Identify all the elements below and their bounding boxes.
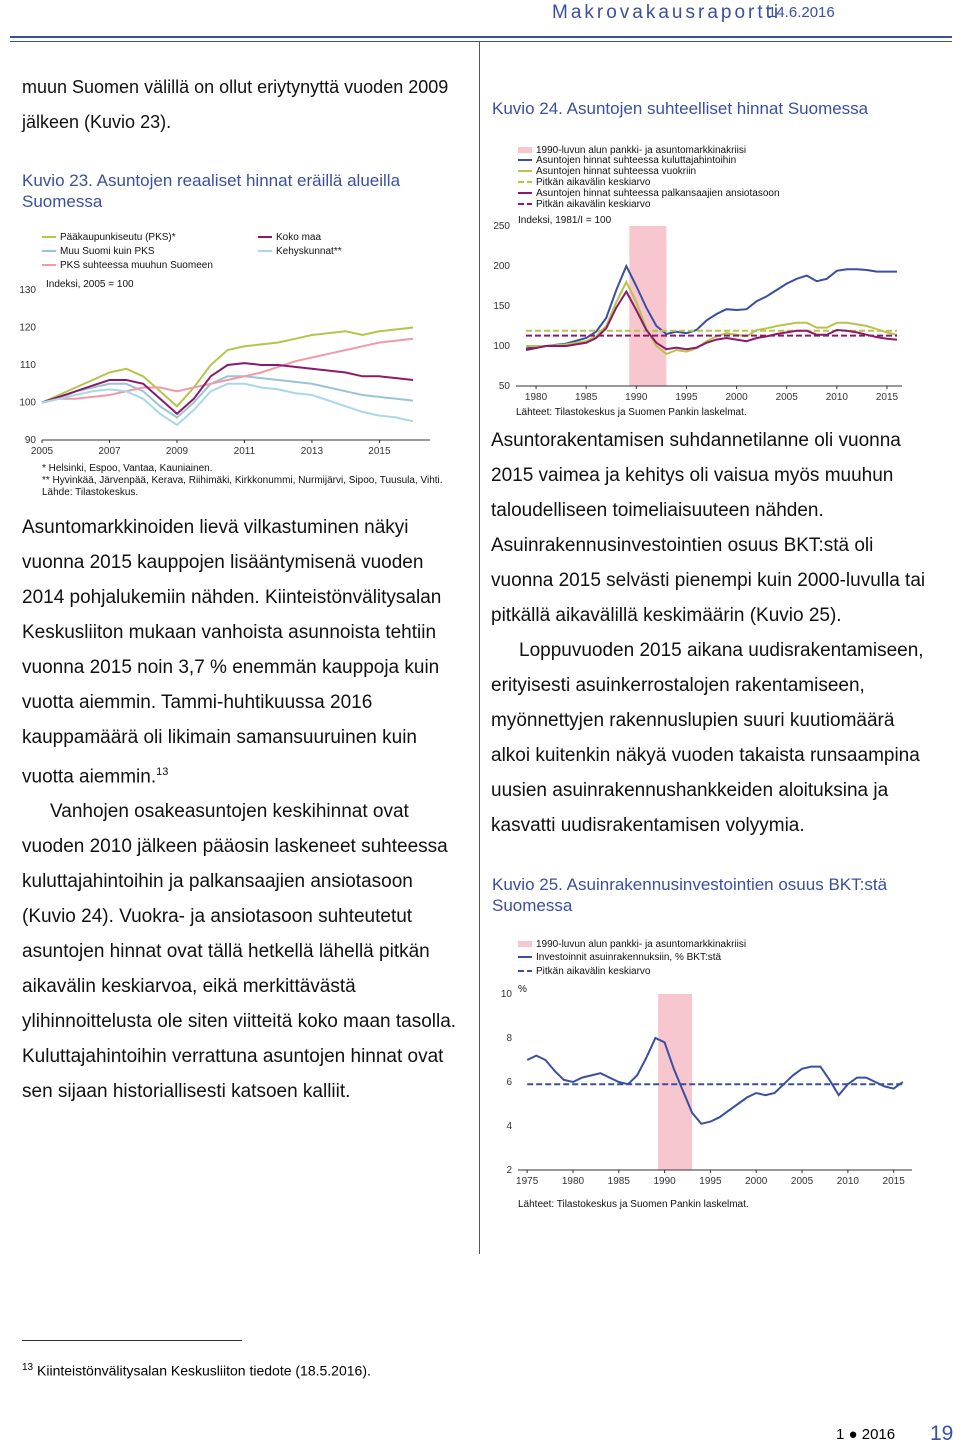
right-body bbox=[491, 423, 931, 843]
chart24-source: Lähteet: Tilastokeskus ja Suomen Pankin laskelmat. bbox=[516, 407, 747, 418]
right-para1: Asuntorakentamisen suhdannetilanne oli vuonna 2015 vaimea ja kehitys oli vaisua myös muuhun taloudelliseen toimeliaisuuteen nähden. Asuinrakennusinvestointien osuus BKT:stä oli vuonna 2015 selvästi pienempi kuin 2000-luvulla tai pitkällä aikavälillä keskimäärin (Kuvio 25). bbox=[491, 430, 926, 626]
chart24-x-tick-label: 1980 bbox=[524, 392, 548, 403]
chart24-x-tick-label: 1995 bbox=[675, 392, 698, 403]
footnote-ref: 13 bbox=[156, 766, 169, 778]
chart24-y-tick-label: 250 bbox=[493, 221, 510, 232]
chart25-x-tick-label: 2010 bbox=[836, 1176, 859, 1187]
chart24-x-tick-label: 2010 bbox=[825, 392, 848, 403]
chart25-x-tick-label: 1975 bbox=[516, 1176, 539, 1187]
chart24-axes bbox=[493, 221, 902, 403]
chart24-caption: Kuvio 24. Asuntojen suhteelliset hinnat Suomessa bbox=[492, 99, 869, 118]
chart23-y-tick-label: 120 bbox=[19, 322, 36, 334]
chart23-y-tick-label: 90 bbox=[24, 435, 36, 446]
footnote-text: Kiinteistönvälitysalan Keskusliiton tiedote (18.5.2016). bbox=[37, 1362, 371, 1379]
chart23-caption: Kuvio 23. Asuntojen reaaliset hinnat eräillä alueilla Suomessa bbox=[22, 171, 401, 211]
chart25-y-tick-label: 8 bbox=[506, 1033, 512, 1044]
chart24-lines bbox=[526, 266, 897, 354]
report-date: 14.6.2016 bbox=[768, 4, 835, 21]
chart25-caption: Kuvio 25. Asuinrakennusinvestointien osuus BKT:stä Suomessa bbox=[492, 875, 888, 915]
chart24-legend bbox=[518, 145, 780, 210]
chart25-unit: % bbox=[518, 984, 527, 995]
legend-pks-suhteessa: PKS suhteessa muuhun Suomeen bbox=[60, 260, 213, 271]
header-rule-thin bbox=[10, 41, 952, 42]
bullet-icon: ● bbox=[848, 1426, 858, 1443]
chart25 bbox=[482, 930, 952, 1220]
legend-koko-maa: Koko maa bbox=[276, 232, 322, 243]
chart25-x-tick-label: 1980 bbox=[561, 1176, 585, 1187]
chart23-x-tick-label: 2013 bbox=[300, 446, 324, 457]
legend-kehyskunnat: Kehyskunnat** bbox=[276, 246, 342, 257]
chart23-source: Lähde: Tilastokeskus. bbox=[42, 487, 139, 498]
legend-rent-avg: Pitkän aikavälin keskiarvo bbox=[536, 177, 651, 188]
chart23-lines bbox=[42, 328, 413, 426]
legend25-avg: Pitkän aikavälin keskiarvo bbox=[536, 966, 651, 977]
chart25-x-tick-label: 2015 bbox=[882, 1176, 905, 1187]
chart23-x-tick-label: 2009 bbox=[165, 446, 189, 457]
column-divider bbox=[479, 42, 480, 1254]
chart23-x-tick-label: 2015 bbox=[368, 446, 391, 457]
chart25-x-tick-label: 1990 bbox=[653, 1176, 676, 1187]
chart25-series-0 bbox=[527, 1038, 903, 1124]
chart24-y-tick-label: 150 bbox=[493, 301, 510, 312]
legend-cpi: Asuntojen hinnat suhteessa kuluttajahintoihin bbox=[536, 155, 737, 166]
chart25-y-tick-label: 10 bbox=[500, 989, 512, 1000]
chart25-crisis-shade bbox=[658, 994, 692, 1170]
chart25-lines bbox=[527, 1038, 903, 1124]
legend25-invest: Investoinnit asuinrakennuksiin, % BKT:stä bbox=[536, 952, 722, 963]
chart23-x-tick-label: 2007 bbox=[98, 446, 121, 457]
chart23 bbox=[0, 220, 470, 500]
chart25-x-tick-label: 2000 bbox=[745, 1176, 768, 1187]
issue-label: 1 ● 2016 bbox=[836, 1426, 896, 1443]
chart24-x-tick-label: 1985 bbox=[575, 392, 598, 403]
chart25-x-tick-label: 1985 bbox=[607, 1176, 630, 1187]
chart25-source: Lähteet: Tilastokeskus ja Suomen Pankin laskelmat. bbox=[518, 1199, 749, 1210]
page-number: 19 bbox=[930, 1422, 954, 1445]
chart25-x-tick-label: 2005 bbox=[790, 1176, 814, 1187]
chart23-index-label: Indeksi, 2005 = 100 bbox=[46, 279, 134, 290]
chart25-x-tick-label: 1995 bbox=[699, 1176, 722, 1187]
chart23-y-tick-label: 130 bbox=[19, 285, 36, 296]
left-para1-text: Asuntomarkkinoiden lievä vilkastuminen näkyi vuonna 2015 kauppojen lisääntymisenä vuoden 2014 pohjalukemiin nähden. Kiinteistönvälitysalan Keskusliiton mukaan vanhoista asunnoista tehtiin vuonna 2015 noin 3,7 % enemmän kauppoja kuin vuotta aiemmin. Tammi-huhtikuussa 2016 kauppamäärä oli likimain samansuuruinen kuin vuotta aiemmin. bbox=[22, 517, 442, 788]
footnote-rule bbox=[22, 1340, 242, 1341]
chart24-index-label: Indeksi, 1981/I = 100 bbox=[518, 215, 612, 226]
legend-wage: Asuntojen hinnat suhteessa palkansaajien ansiotasoon bbox=[536, 188, 780, 199]
chart23-note2: ** Hyvinkää, Järvenpää, Kerava, Riihimäki, Kirkkonummi, Nurmijärvi, Sipoo, Tuusula, Vihti. bbox=[42, 475, 443, 486]
header-rule bbox=[10, 36, 952, 38]
chart24-x-tick-label: 1990 bbox=[625, 392, 648, 403]
legend25-crisis: 1990-luvun alun pankki- ja asuntomarkkinakriisi bbox=[536, 939, 747, 950]
chart25-y-tick-label: 4 bbox=[506, 1121, 512, 1132]
chart24-y-tick-label: 50 bbox=[498, 381, 510, 392]
chart23-x-tick-label: 2011 bbox=[233, 446, 256, 457]
chart23-note1: * Helsinki, Espoo, Vantaa, Kauniainen. bbox=[42, 463, 213, 474]
legend-rent: Asuntojen hinnat suhteessa vuokriin bbox=[536, 166, 697, 177]
legend-crisis: 1990-luvun alun pankki- ja asuntomarkkinakriisi bbox=[536, 145, 747, 156]
chart23-series-3 bbox=[42, 363, 413, 414]
left-para1 bbox=[22, 510, 470, 794]
intro-text: muun Suomen välillä on ollut eriytynyttä vuoden 2009 jälkeen (Kuvio 23). bbox=[22, 77, 449, 132]
chart24-x-tick-label: 2005 bbox=[775, 392, 798, 403]
chart23-y-tick-label: 100 bbox=[19, 397, 36, 409]
footnote-num: 13 bbox=[22, 1362, 34, 1373]
chart24-x-tick-label: 2000 bbox=[725, 392, 748, 403]
chart25-legend bbox=[518, 939, 746, 977]
right-para2: Loppuvuoden 2015 aikana uudisrakentamiseen, erityisesti asuinkerrostalojen rakentamiseen, myönnettyjen rakennuslupien suuri kuutiomäärä alkoi kuitenkin näkyä vuoden takaista runsaampina uusien asuinrakennushankkeiden aloituksina ja kasvatti uudisrakentamisen volyymia. bbox=[491, 640, 924, 836]
left-body bbox=[22, 510, 470, 1109]
report-title: Makrovakausraportti bbox=[552, 2, 782, 23]
chart24-y-tick-label: 100 bbox=[493, 341, 510, 352]
chart25-axes bbox=[501, 989, 912, 1187]
chart24 bbox=[482, 138, 952, 420]
legend-muu-suomi: Muu Suomi kuin PKS bbox=[60, 246, 155, 257]
chart23-x-tick-label: 2005 bbox=[30, 446, 54, 457]
legend-wage-avg: Pitkän aikavälin keskiarvo bbox=[536, 199, 651, 210]
left-intro bbox=[22, 70, 462, 140]
legend-pks: Pääkaupunkiseutu (PKS)* bbox=[60, 232, 176, 243]
chart25-y-tick-label: 6 bbox=[506, 1077, 512, 1088]
chart23-series-4 bbox=[42, 384, 413, 425]
chart24-x-tick-label: 2015 bbox=[875, 392, 899, 403]
chart24-y-tick-label: 200 bbox=[493, 261, 510, 272]
chart23-axes bbox=[19, 285, 430, 457]
chart25-y-tick-label: 2 bbox=[506, 1165, 512, 1176]
left-para2: Vanhojen osakeasuntojen keskihinnat ovat vuoden 2010 jälkeen pääosin laskeneet suhteessa kuluttajahintoihin ja palkansaajien ansiotasoon (Kuvio 24). Vuokra- ja ansiotasoon suhteutetut asuntojen hinnat ovat tällä hetkellä lähellä pitkän aikavälin keskiarvoa, eikä merkittävästä ylihinnoittelusta ole siten viitteitä koko maan tasolla. Kuluttajahintoihin verrattuna asuntojen hinnat ovat sen sijaan historiallisesti katsoen kalliit. bbox=[22, 801, 457, 1103]
chart23-legend bbox=[42, 232, 342, 271]
chart23-y-tick-label: 110 bbox=[20, 360, 36, 371]
footnote bbox=[22, 1362, 371, 1379]
